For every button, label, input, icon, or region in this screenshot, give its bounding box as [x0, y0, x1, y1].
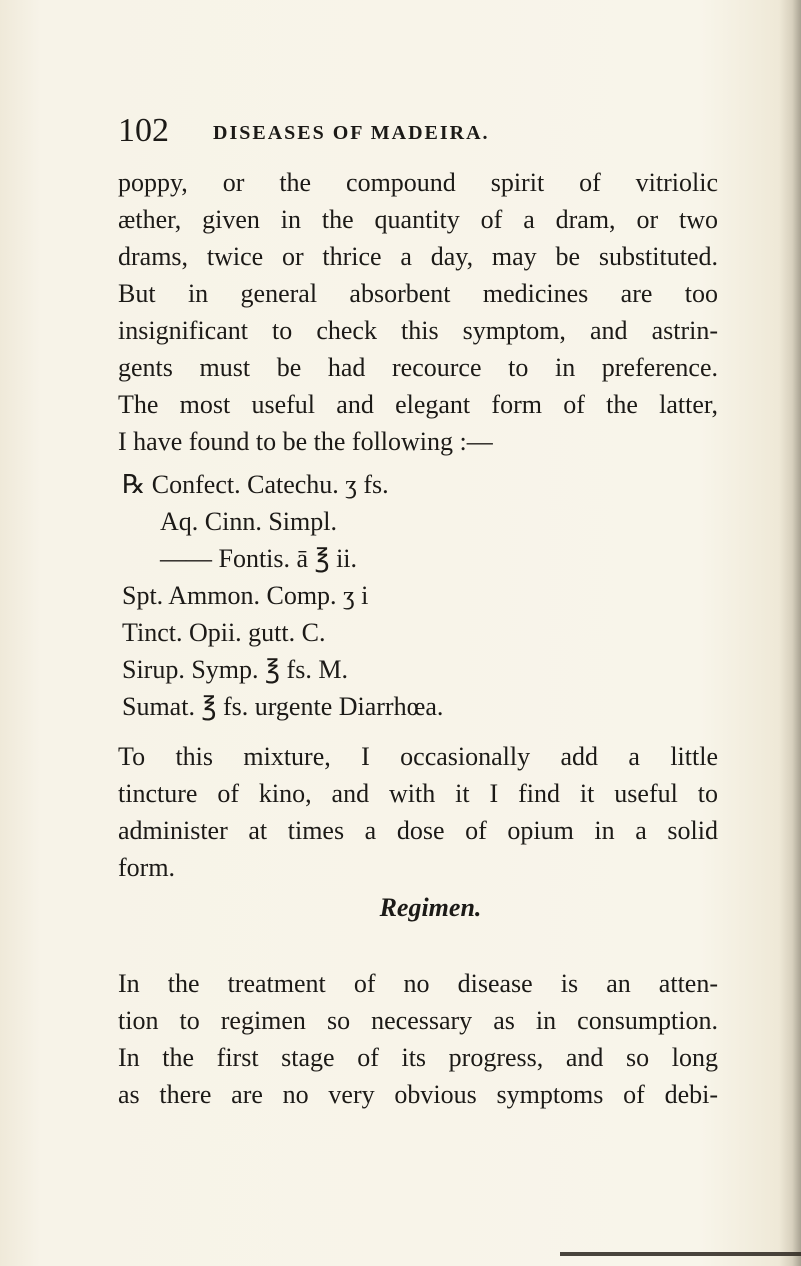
text-line: insignificant to check this symptom, and astrin- — [118, 316, 718, 345]
section-heading — [0, 893, 801, 923]
text-line: But in general absorbent medicines are too — [118, 279, 718, 308]
text-line: form. — [118, 853, 176, 882]
text-line: drams, twice or thrice a day, may be substituted. — [118, 242, 718, 271]
text-line: gents must be had recource to in preference. — [118, 353, 718, 382]
prescription-line: Aq. Cinn. Simpl. — [160, 507, 337, 536]
prescription-line: ℞ Confect. Catechu. ʒ fs. — [122, 470, 389, 499]
page-header — [118, 112, 718, 152]
paragraph-2 — [118, 738, 718, 886]
section-heading-text: Regimen. — [379, 893, 482, 922]
text-line: In the first stage of its progress, and so long — [118, 1043, 718, 1072]
prescription — [122, 466, 443, 725]
text-line: To this mixture, I occasionally add a little — [118, 742, 718, 771]
page-number: 102 — [118, 112, 169, 149]
prescription-line: Sumat. ℥ fs. urgente Diarrhœa. — [122, 692, 444, 721]
running-head: DISEASES OF MADEIRA. — [213, 122, 490, 144]
text-line: The most useful and elegant form of the latter, — [118, 390, 718, 419]
paragraph-1 — [118, 164, 718, 460]
text-line: poppy, or the compound spirit of vitriolic — [118, 168, 718, 197]
prescription-line: Spt. Ammon. Comp. ʒ i — [122, 581, 369, 610]
text-line: æther, given in the quantity of a dram, or two — [118, 205, 718, 234]
text-line: I have found to be the following :— — [118, 427, 493, 456]
text-line: administer at times a dose of opium in a solid — [118, 816, 718, 845]
prescription-line: —— Fontis. ā ℥ ii. — [160, 544, 358, 573]
text-line: as there are no very obvious symptoms of debi- — [118, 1080, 718, 1109]
spine-shadow — [779, 0, 801, 1266]
paragraph-3 — [118, 965, 718, 1113]
page-edge-rule — [560, 1252, 801, 1256]
text-line: tion to regimen so necessary as in consumption. — [118, 1006, 718, 1035]
prescription-line: Tinct. Opii. gutt. C. — [122, 618, 326, 647]
text-line: tincture of kino, and with it I find it useful to — [118, 779, 718, 808]
text-line: In the treatment of no disease is an atten- — [118, 969, 718, 998]
prescription-line: Sirup. Symp. ℥ fs. M. — [122, 655, 348, 684]
